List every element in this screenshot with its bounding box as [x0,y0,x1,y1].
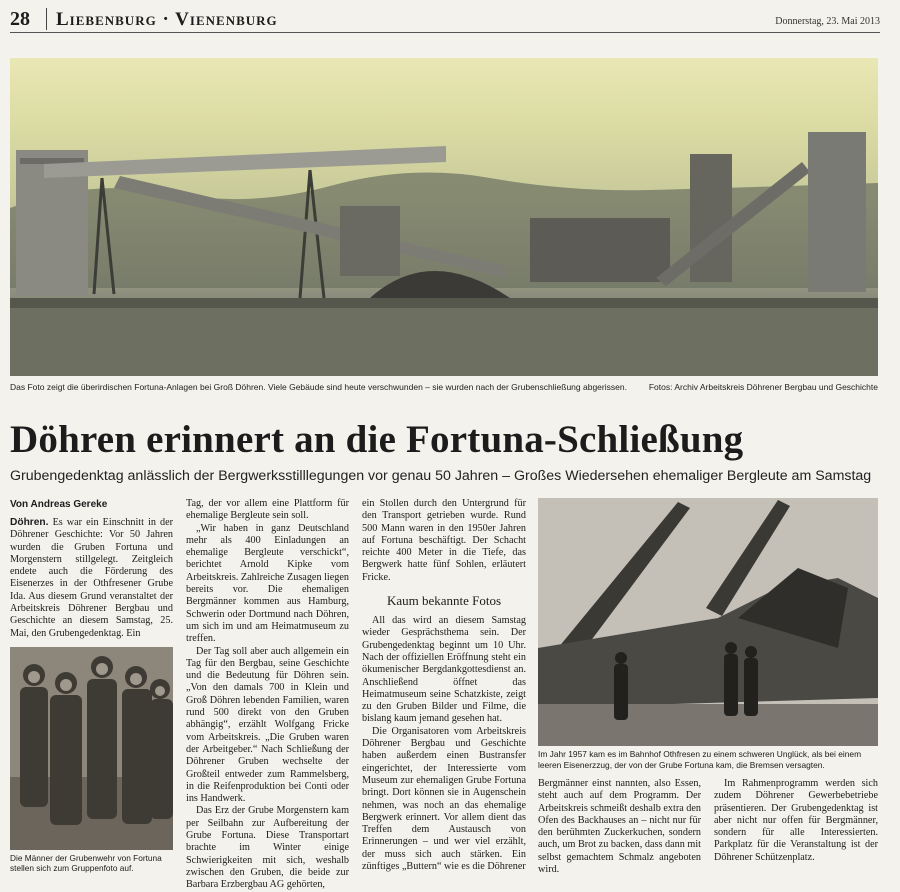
top-photo-caption-text: Das Foto zeigt die überirdischen Fortuna-Anlagen bei Groß Döhren. Viele Gebäude sind heute verschwunden – sie wurden nach der Grubenschließung abgerissen. [10,382,627,392]
header-divider [46,8,47,30]
col3-paragraph-2: All das wird an diesem Samstag wieder Gesprächsthema sein. Der Grubengedenktag beginnt um 10 Uhr. Nach der offiziellen Eröffnung steht ein ökumenischer Bergdankgottesdienst an. Anschließend öffnet das Heimatmuseum seine Schatzkiste, zeigt zu den Gruben Bilder und Filme, die bislang kaum jemand gesehen hat. [362,615,526,725]
article-subhead: Grubengedenktag anlässlich der Bergwerksstilllegungen vor genau 50 Jahren – Großes Wiedersehen ehemaliger Bergleute am Samstag [10,468,872,484]
col2-paragraph-2: „Wir haben in ganz Deutschland mehr als 400 Einladungen an ehemalige Bergleute verschickt“, berichtet Arnold Kipke vom Arbeitskreis. Zahlreiche Zusagen liegen bereits vor. Die ehemaligen Bergmänner kommen aus Hamburg, Schwerin oder Dortmund nach Döhren, um sich im und am Heimatmuseum zu treffen. [186,522,349,645]
right-photo-caption: Im Jahr 1957 kam es im Bahnhof Othfresen zu einem schweren Unglück, als bei einem leeren Eisenerzzug, der von der Grube Fortuna kam, die Bremsen versagten. [538,749,862,770]
article-column-5 [714,778,878,884]
article-headline: Döhren erinnert an die Fortuna-Schließung [10,418,744,461]
col1-text: Es war ein Einschnitt in der Döhrener Geschichte: Vor 50 Jahren wurden die Gruben Fortuna und Morgenstern stillgelegt. Zeitgleich endete auch die Förderung des Eisenerzes in der Othfresener Grube Ida. Aus diesem Grund veranstaltet der Arbeitskreis Döhrener Bergbau und Geschichte an diesem Samstag, 25. Mai, den Grubengedenktag. Ein [10,517,173,639]
coal-mine-photo [10,58,878,376]
author-line: Von Andreas Gereke [10,499,108,510]
page-header [10,6,880,33]
article-column-2 [186,498,349,891]
small-photo-caption: Die Männer der Grubenwehr von Fortuna stellen sich zum Gruppenfoto auf. [10,853,162,873]
col4-text: Bergmänner einst nannten, also Essen, steht auch auf dem Programm. Der Arbeitskreis schmeißt deshalb extra den Ofen des Backhauses an – nicht nur für den berühmten Zuckerkuchen, sondern auch, um Brot zu backen, dass dann mit selbst gemachtem Schmalz angeboten wird. [538,778,701,876]
miners-group-photo [10,647,173,850]
article-column-1 [10,517,173,645]
section-subheading: Kaum bekannte Fotos [386,593,502,609]
col2-paragraph-3: Der Tag soll aber auch allgemein ein Tag für den Bergbau, seine Geschichte und die Bedeutung für Döhren sein. „Von den damals 700 in Klein und Groß Döhren lebenden Familien, waren rund 500 direkt von den Gruben abhängig“, erzählt Wolfgang Fricke vom Arbeitskreis. „Die Gruben waren der Arbeitgeber.“ Nach Schließung der Döhrener Gruben wechselte der Großteil entweder zum Rammelsberg, in die Reifenproduktion bei Conti oder ins Handwerk. [186,645,349,805]
col2-paragraph-1: Tag, der vor allem eine Plattform für ehemalige Bergleute sein soll. [186,498,349,522]
page-number: 28 [10,8,30,30]
article-column-3 [362,498,526,884]
photo-credit: Fotos: Archiv Arbeitskreis Döhrener Bergbau und Geschichte [648,382,878,392]
section-title: Liebenburg · Vienenburg [56,9,278,30]
issue-date: Donnerstag, 23. Mai 2013 [775,16,880,27]
col2-paragraph-4: Das Erz der Grube Morgenstern kam per Seilbahn zur Aufbereitung der Grube Fortuna. Diese Transportart brachte im Winter einige Schwierigkeiten mit sich, weshalb zwischen den Gruben, die beide zur Barbara Erzbergbau AG gehörten, [186,805,349,891]
col5-text: Im Rahmenprogramm werden sich zudem Döhrener Gewerbebetriebe präsentieren. Der Grubengedenktag ist aber nicht nur offen für Bergmänner, sondern für alle Interessierten. Parkplatz für die Veranstaltung ist der Döhrener Schützenplatz. [714,778,878,863]
dateline: Döhren. [10,517,49,528]
col3-paragraph-3: Die Organisatoren vom Arbeitskreis Döhrener Bergbau und Geschichte haben außerdem einen Bustransfer eingerichtet, der Interessierte vom Museum zur ehemaligen Grube Fortuna bringt. Dort können sie in Augenschein nehmen, was noch an das ehemalige Bergwerk erinnert. Vor allem dient das Treffen dem Austausch von Erinnerungen – und wer viel erzählt, der muss sich auch stärken. Ein zünftiges „Buttern“ wie es die Döhrener [362,725,526,873]
article-column-4 [538,778,701,884]
train-accident-photo [538,498,878,746]
top-photo-caption [10,382,878,392]
col3-paragraph-1: ein Stollen durch den Untergrund für den Transport getrieben wurde. Rund 500 Mann waren in den 1950er Jahren auf Fortuna beschäftigt. Der Schacht reichte 400 Meter in die Tiefe, das Bergwerk hatte fünf Sohlen, erläutert Fricke. [362,498,526,583]
